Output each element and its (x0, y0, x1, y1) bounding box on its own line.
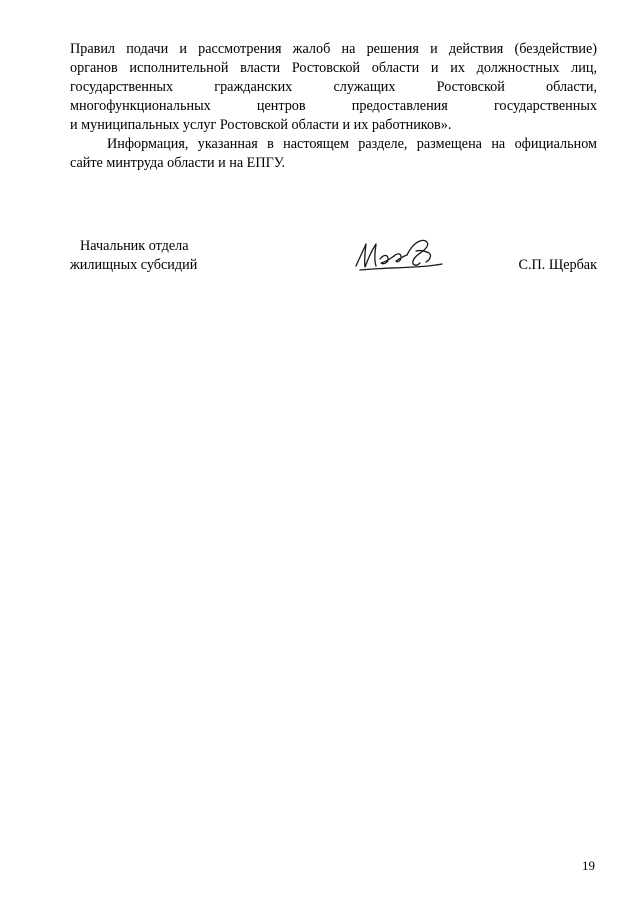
paragraph-1-line-4: многофункциональных центров предоставления государственных (70, 98, 597, 114)
paragraph-1-line-3: государственных гражданских служащих Ростовской области, (70, 79, 597, 95)
signer-position-line-2: жилищных субсидий (70, 257, 198, 273)
handwritten-signature (350, 235, 450, 277)
signature-block (70, 237, 597, 287)
signer-position (70, 237, 197, 275)
paragraph-1-line-2: органов исполнительной власти Ростовской области и их должностных лиц, (70, 60, 597, 76)
signer-name: С.П. Щербак (518, 257, 597, 273)
paragraph-2-line-1: Информация, указанная в настоящем разделе, размещена на официальном (107, 136, 597, 152)
page-number: 19 (582, 858, 595, 873)
signer-position-line-1: Начальник отдела (80, 238, 189, 254)
paragraph-2-line-2: сайте минтруда области и на ЕПГУ. (70, 155, 286, 171)
paragraph-1-line-1: Правил подачи и рассмотрения жалоб на решения и действия (бездействие) (70, 41, 597, 57)
document-body (70, 40, 597, 173)
paragraph-1-line-5: и муниципальных услуг Ростовской области и их работников». (70, 117, 452, 133)
